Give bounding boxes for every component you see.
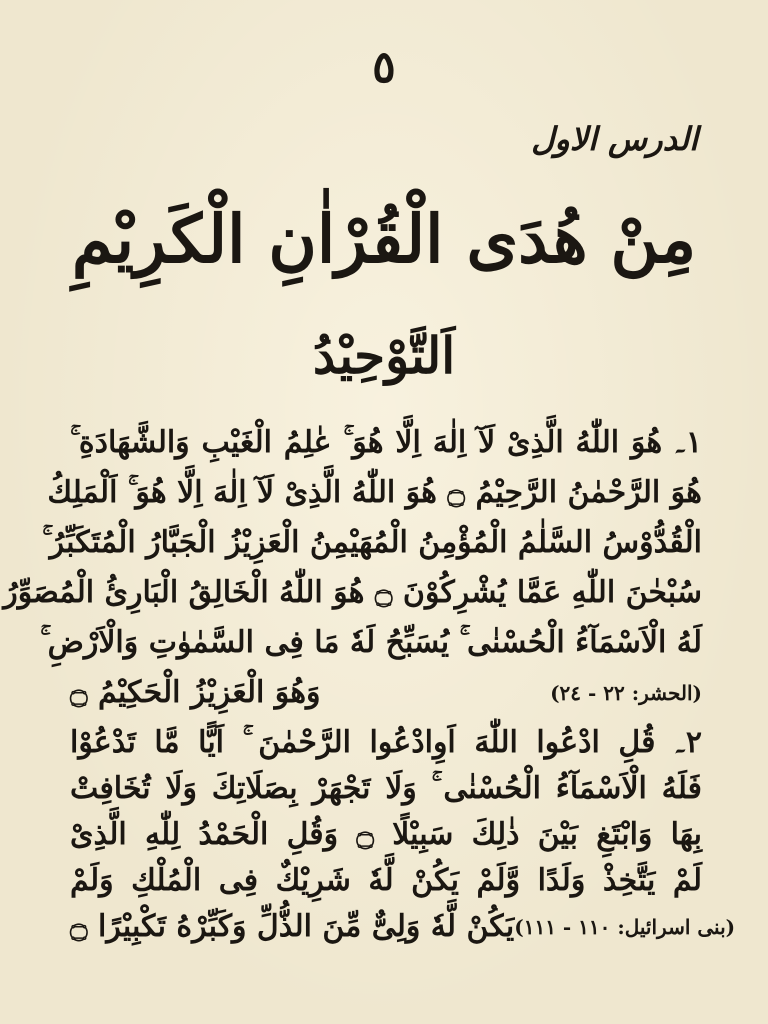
passage-1-line: هُوَ الرَّحْمٰنُ الرَّحِيْمُ ۝ هُوَ اللّٰهُ الَّذِىْ لَآ اِلٰهَ اِلَّا هُوَ ۚ اَلْمَلِكُ bbox=[47, 475, 702, 510]
passage-1-reference: (الحشر: ٢٢ - ٢٤) bbox=[550, 681, 702, 705]
passage-2-line: ٢۔ قُلِ ادْعُوا اللّٰهَ اَوِادْعُوا الرَّحْمٰنَ ۚ اَيًّا مَّا تَدْعُوْا bbox=[70, 725, 702, 760]
passage-2-reference: (بنی اسرائیل: ١١٠ - ١١١) bbox=[514, 915, 736, 939]
passage-1 bbox=[3, 418, 702, 718]
passage-1-line: سُبْحٰنَ اللّٰهِ عَمَّا يُشْرِكُوْنَ ۝ هُوَ اللّٰهُ الْخَالِقُ الْبَارِئُ الْمُصَوِّرُ bbox=[3, 575, 702, 610]
passage-2-line: يَكُنْ لَّهٗ وَلِىٌّ مِّنَ الذُّلِّ وَكَبِّرْهُ تَكْبِيْرًا ۝ bbox=[70, 909, 515, 944]
passage-1-last-line bbox=[70, 668, 702, 718]
passage-1-line: وَهُوَ الْعَزِيْزُ الْحَكِيْمُ ۝ bbox=[70, 675, 321, 710]
section-subtitle: اَلتَّوْحِيْدُ bbox=[312, 326, 456, 385]
passage-2-line: فَلَهُ الْاَسْمَآءُ الْحُسْنٰى ۚ وَلَا تَجْهَرْ بِصَلَاتِكَ وَلَا تُخَافِتْ bbox=[70, 771, 702, 806]
page-number: ٥ bbox=[372, 42, 396, 93]
lesson-label: الدرس الاول bbox=[531, 120, 698, 158]
passage-1-line: ١۔ هُوَ اللّٰهُ الَّذِىْ لَآ اِلٰهَ اِلَّا هُوَ ۚ عٰلِمُ الْغَيْبِ وَالشَّهَادَةِ ۚ bbox=[70, 425, 702, 460]
passage-2-line: بِهَا وَابْتَغِ بَيْنَ ذٰلِكَ سَبِيْلًا ۝ وَقُلِ الْحَمْدُ لِلّٰهِ الَّذِىْ bbox=[70, 817, 702, 852]
page-title: مِنْ هُدَى الْقُرْاٰنِ الْكَرِيْمِ bbox=[71, 200, 697, 278]
passage-2-last-line bbox=[70, 904, 736, 950]
passage-2-line: لَمْ يَتَّخِذْ وَلَدًا وَّلَمْ يَكُنْ لَّهٗ شَرِيْكٌ فِى الْمُلْكِ وَلَمْ bbox=[70, 863, 702, 898]
passage-1-line: الْقُدُّوْسُ السَّلٰمُ الْمُؤْمِنُ الْمُهَيْمِنُ الْعَزِيْزُ الْجَبَّارُ الْمُتَكَبِّرُ ۚ bbox=[42, 525, 702, 560]
passage-1-line: لَهُ الْاَسْمَآءُ الْحُسْنٰى ۚ يُسَبِّحُ لَهٗ مَا فِى السَّمٰوٰتِ وَالْاَرْضِ ۚ bbox=[40, 625, 702, 660]
passage-2 bbox=[70, 720, 736, 950]
